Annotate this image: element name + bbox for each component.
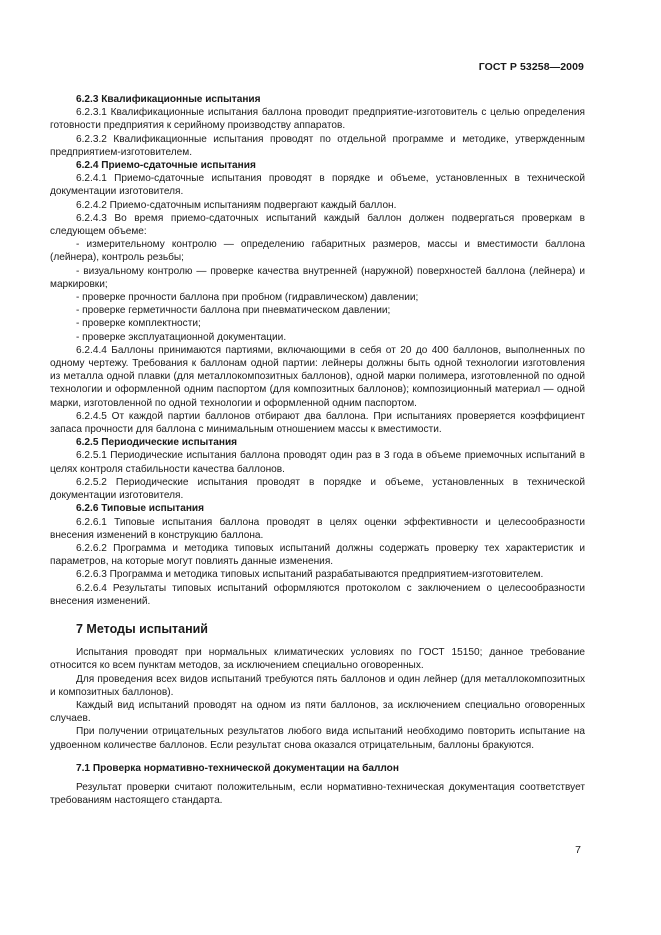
body-paragraph: 6.2.4.4 Баллоны принимаются партиями, включающими в себя от 20 до 400 баллонов, выполненных по одному чертежу. Требования к баллонам одной партии: лейнеры должны быть одной технологии изготовления из металла одной плавки (для металлокомпозитных баллонов), одной марки полимера, изготовленной по одной технологии и оформленной одним паспортом (для композитных баллонов); композиционный материал — одной марки, изготовленной по одной технологии и оформленной одним паспортом. <box>50 344 585 409</box>
body-paragraph: 6.2.5.2 Периодические испытания проводят в порядке и объеме, установленных в технической документации изготовителя. <box>50 476 585 502</box>
body-paragraph: 6.2.5.1 Периодические испытания баллона проводят один раз в 3 года в объеме приемочных испытаний в целях контроля стабильности качества баллонов. <box>50 450 585 475</box>
body-paragraph: Результат проверки считают положительным, если нормативно-техническая документация соответствует требованиям настоящего стандарта. <box>50 781 585 807</box>
body-paragraph: 6.2.6.3 Программа и методика типовых испытаний разрабатываются предприятием-изготовителем. <box>76 569 544 581</box>
body-paragraph: 6.2.4.5 От каждой партии баллонов отбирают два баллона. При испытаниях проверяется коэффициент запаса прочности для баллона с минимальным отношением массы к вместимости. <box>50 410 585 436</box>
body-paragraph: Каждый вид испытаний проводят на одном из пяти баллонов, за исключением специально оговоренных случаев. <box>50 699 585 725</box>
subsection-heading: 7.1 Проверка нормативно-технической документации на баллон <box>76 762 399 774</box>
body-paragraph: 6.2.3.2 Квалификационные испытания проводят по отдельной программе и методике, утвержденным предприятием-изготовителем. <box>50 133 585 158</box>
body-paragraph: 6.2.4.3 Во время приемо-сдаточных испытаний каждый баллон должен подвергаться проверкам в следующем объеме: <box>50 212 585 238</box>
body-paragraph: - измерительному контролю — определению габаритных размеров, массы и вместимости баллона (лейнера), контроль резьбы; <box>50 239 585 264</box>
body-paragraph: - проверке прочности баллона при пробном (гидравлическом) давлении; <box>76 292 419 304</box>
body-paragraph: При получении отрицательных результатов любого вида испытаний необходимо повторить испытание на удвоенном количестве баллонов. Если результат снова оказался отрицательным, баллоны бракуются. <box>50 726 585 751</box>
document-body <box>50 93 585 807</box>
subsection-heading: 6.2.3 Квалификационные испытания <box>76 94 261 105</box>
subsection-heading: 6.2.5 Периодические испытания <box>76 437 238 449</box>
standard-header: ГОСТ Р 53258—2009 <box>478 61 584 73</box>
body-paragraph: - проверке комплектности; <box>76 318 201 330</box>
body-paragraph: Испытания проводят при нормальных климатических условиях по ГОСТ 15150; данное требование относится ко всем пунктам методов, за исключением специально оговоренных. <box>50 647 585 672</box>
body-paragraph: 6.2.6.2 Программа и методика типовых испытаний должны содержать проверку тех характеристик и параметров, на которые могут повлиять данные изменения. <box>50 542 585 568</box>
subsection-heading: 6.2.6 Типовые испытания <box>76 503 205 515</box>
body-paragraph: 6.2.4.1 Приемо-сдаточные испытания проводят в порядке и объеме, установленных в технической документации изготовителя. <box>50 173 585 198</box>
body-paragraph: 6.2.4.2 Приемо-сдаточным испытаниям подвергают каждый баллон. <box>76 199 397 211</box>
body-paragraph: 6.2.6.1 Типовые испытания баллона проводят в целях оценки эффективности и целесообразности внесения изменений в конструкцию баллона. <box>50 516 585 541</box>
section-heading: 7 Методы испытаний <box>76 621 208 636</box>
page-number: 7 <box>575 844 581 856</box>
body-paragraph: 6.2.3.1 Квалификационные испытания баллона проводит предприятие-изготовитель с целью определения готовности предприятия к серийному производству аппаратов. <box>50 107 585 132</box>
subsection-heading: 6.2.4 Приемо-сдаточные испытания <box>76 160 256 172</box>
body-paragraph: Для проведения всех видов испытаний требуются пять баллонов и один лейнер (для металлокомпозитных и композитных баллонов). <box>50 673 585 698</box>
body-paragraph: - визуальному контролю — проверке качества внутренней (наружной) поверхностей баллона (лейнера) и маркировки; <box>50 265 585 290</box>
body-paragraph: - проверке эксплуатационной документации. <box>76 331 287 343</box>
body-paragraph: - проверке герметичности баллона при пневматическом давлении; <box>76 305 391 317</box>
body-paragraph: 6.2.6.4 Результаты типовых испытаний оформляются протоколом с заключением о целесообразности внесения изменений. <box>50 582 585 607</box>
